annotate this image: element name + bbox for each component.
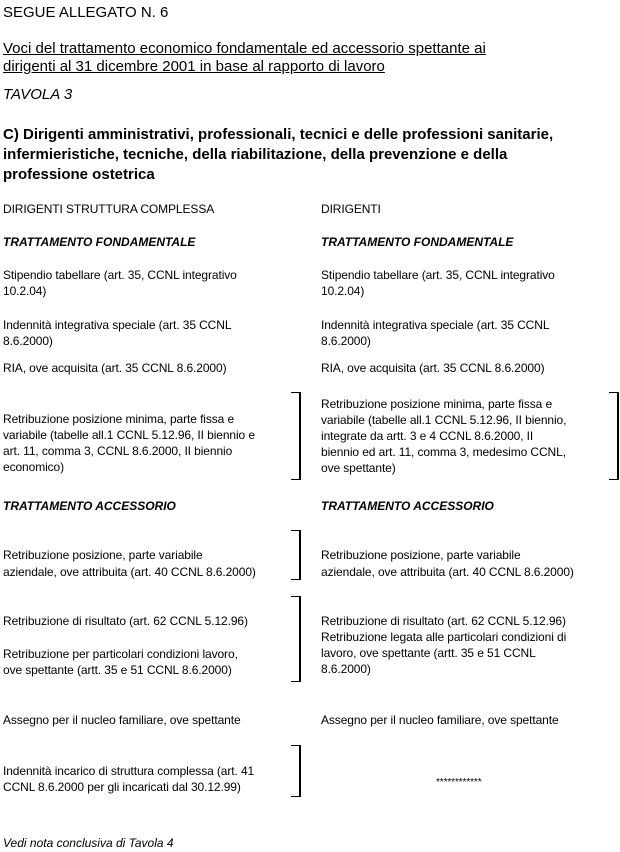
left-retribuzione-line-2: variabile (tabelle all.1 CCNL 5.12.96, II biennio e: [3, 428, 255, 442]
right-column-heading: DIRIGENTI: [321, 202, 381, 216]
right-risultato: Retribuzione di risultato (art. 62 CCNL 5.12.96): [321, 614, 566, 628]
left-indennita-line-1: Indennità integrativa speciale (art. 35 CCNL: [3, 318, 232, 332]
left-retribuzione-line-3: art. 11, comma 3, CCNL 8.6.2000, II biennio: [3, 444, 233, 458]
right-condizioni-line-1: Retribuzione legata alle particolari condizioni di: [321, 630, 567, 644]
right-stipendio-line-2: 10.2.04): [321, 284, 365, 298]
subtitle-line-2: dirigenti al 31 dicembre 2001 in base al rapporto di lavoro: [3, 58, 385, 75]
bracket-left-retribuzione: [291, 392, 301, 480]
right-assegno: Assegno per il nucleo familiare, ove spettante: [321, 713, 559, 727]
right-condizioni-line-3: 8.6.2000): [321, 662, 371, 676]
left-stipendio-line-2: 10.2.04): [3, 284, 47, 298]
left-accessorio-heading: TRATTAMENTO ACCESSORIO: [3, 499, 176, 513]
section-title-line-1: C) Dirigenti amministrativi, professionali, tecnici e delle professioni sanitarie,: [3, 126, 554, 143]
left-posizione-variabile-line-2: aziendale, ove attribuita (art. 40 CCNL 8.6.2000): [3, 565, 256, 579]
header-title: SEGUE ALLEGATO N. 6: [3, 4, 169, 21]
left-column-heading: DIRIGENTI STRUTTURA COMPLESSA: [3, 202, 215, 216]
section-title-line-2: infermieristiche, tecniche, della riabilitazione, della prevenzione e della: [3, 146, 508, 163]
right-ria: RIA, ove acquisita (art. 35 CCNL 8.6.2000): [321, 361, 545, 375]
right-condizioni-line-2: lavoro, ove spettante (artt. 35 e 51 CCNL: [321, 646, 536, 660]
left-retribuzione-line-1: Retribuzione posizione minima, parte fissa e: [3, 412, 235, 426]
footnote: Vedi nota conclusiva di Tavola 4: [3, 836, 174, 850]
right-posizione-variabile-line-2: aziendale, ove attribuita (art. 40 CCNL 8.6.2000): [321, 565, 574, 579]
right-retribuzione-line-5: ove spettante): [321, 461, 396, 475]
right-retribuzione-line-2: variabile (tabelle all.1 CCNL 5.12.96, II biennio,: [321, 413, 567, 427]
right-fondamentale-heading: TRATTAMENTO FONDAMENTALE: [321, 235, 514, 249]
left-posizione-variabile-line-1: Retribuzione posizione, parte variabile: [3, 548, 203, 562]
left-incarico-line-1: Indennità incarico di struttura complessa (art. 41: [3, 764, 255, 778]
right-indennita-line-1: Indennità integrativa speciale (art. 35 CCNL: [321, 318, 550, 332]
right-accessorio-heading: TRATTAMENTO ACCESSORIO: [321, 499, 494, 513]
tavola-label: TAVOLA 3: [3, 86, 73, 103]
left-stipendio-line-1: Stipendio tabellare (art. 35, CCNL integrativo: [3, 268, 237, 282]
right-retribuzione-line-4: biennio ed art. 11, comma 3, medesimo CCNL,: [321, 445, 566, 459]
right-incarico-placeholder: ************: [436, 777, 482, 788]
subtitle-line-1: Voci del trattamento economico fondamentale ed accessorio spettante ai: [3, 40, 486, 57]
left-risultato: Retribuzione di risultato (art. 62 CCNL 5.12.96): [3, 614, 248, 628]
left-indennita-line-2: 8.6.2000): [3, 334, 53, 348]
left-fondamentale-heading: TRATTAMENTO FONDAMENTALE: [3, 235, 196, 249]
bracket-left-risultato: [291, 596, 301, 682]
right-retribuzione-line-1: Retribuzione posizione minima, parte fissa e: [321, 397, 553, 411]
left-condizioni-line-1: Retribuzione per particolari condizioni lavoro,: [3, 647, 238, 661]
right-indennita-line-2: 8.6.2000): [321, 334, 371, 348]
bracket-left-incarico: [291, 745, 301, 797]
left-ria: RIA, ove acquisita (art. 35 CCNL 8.6.2000): [3, 361, 227, 375]
left-incarico-line-2: CCNL 8.6.2000 per gli incaricati dal 30.12.99): [3, 780, 241, 794]
bracket-right-retribuzione: [609, 392, 619, 480]
left-condizioni-line-2: ove spettante (artt. 35 e 51 CCNL 8.6.2000): [3, 663, 232, 677]
left-retribuzione-line-4: economico): [3, 460, 65, 474]
left-assegno: Assegno per il nucleo familiare, ove spettante: [3, 713, 241, 727]
right-stipendio-line-1: Stipendio tabellare (art. 35, CCNL integrativo: [321, 268, 555, 282]
right-retribuzione-line-3: integrate da artt. 3 e 4 CCNL 8.6.2000, II: [321, 429, 534, 443]
section-title-line-3: professione ostetrica: [3, 166, 155, 183]
bracket-left-posizione-variabile: [291, 530, 301, 580]
right-posizione-variabile-line-1: Retribuzione posizione, parte variabile: [321, 548, 521, 562]
